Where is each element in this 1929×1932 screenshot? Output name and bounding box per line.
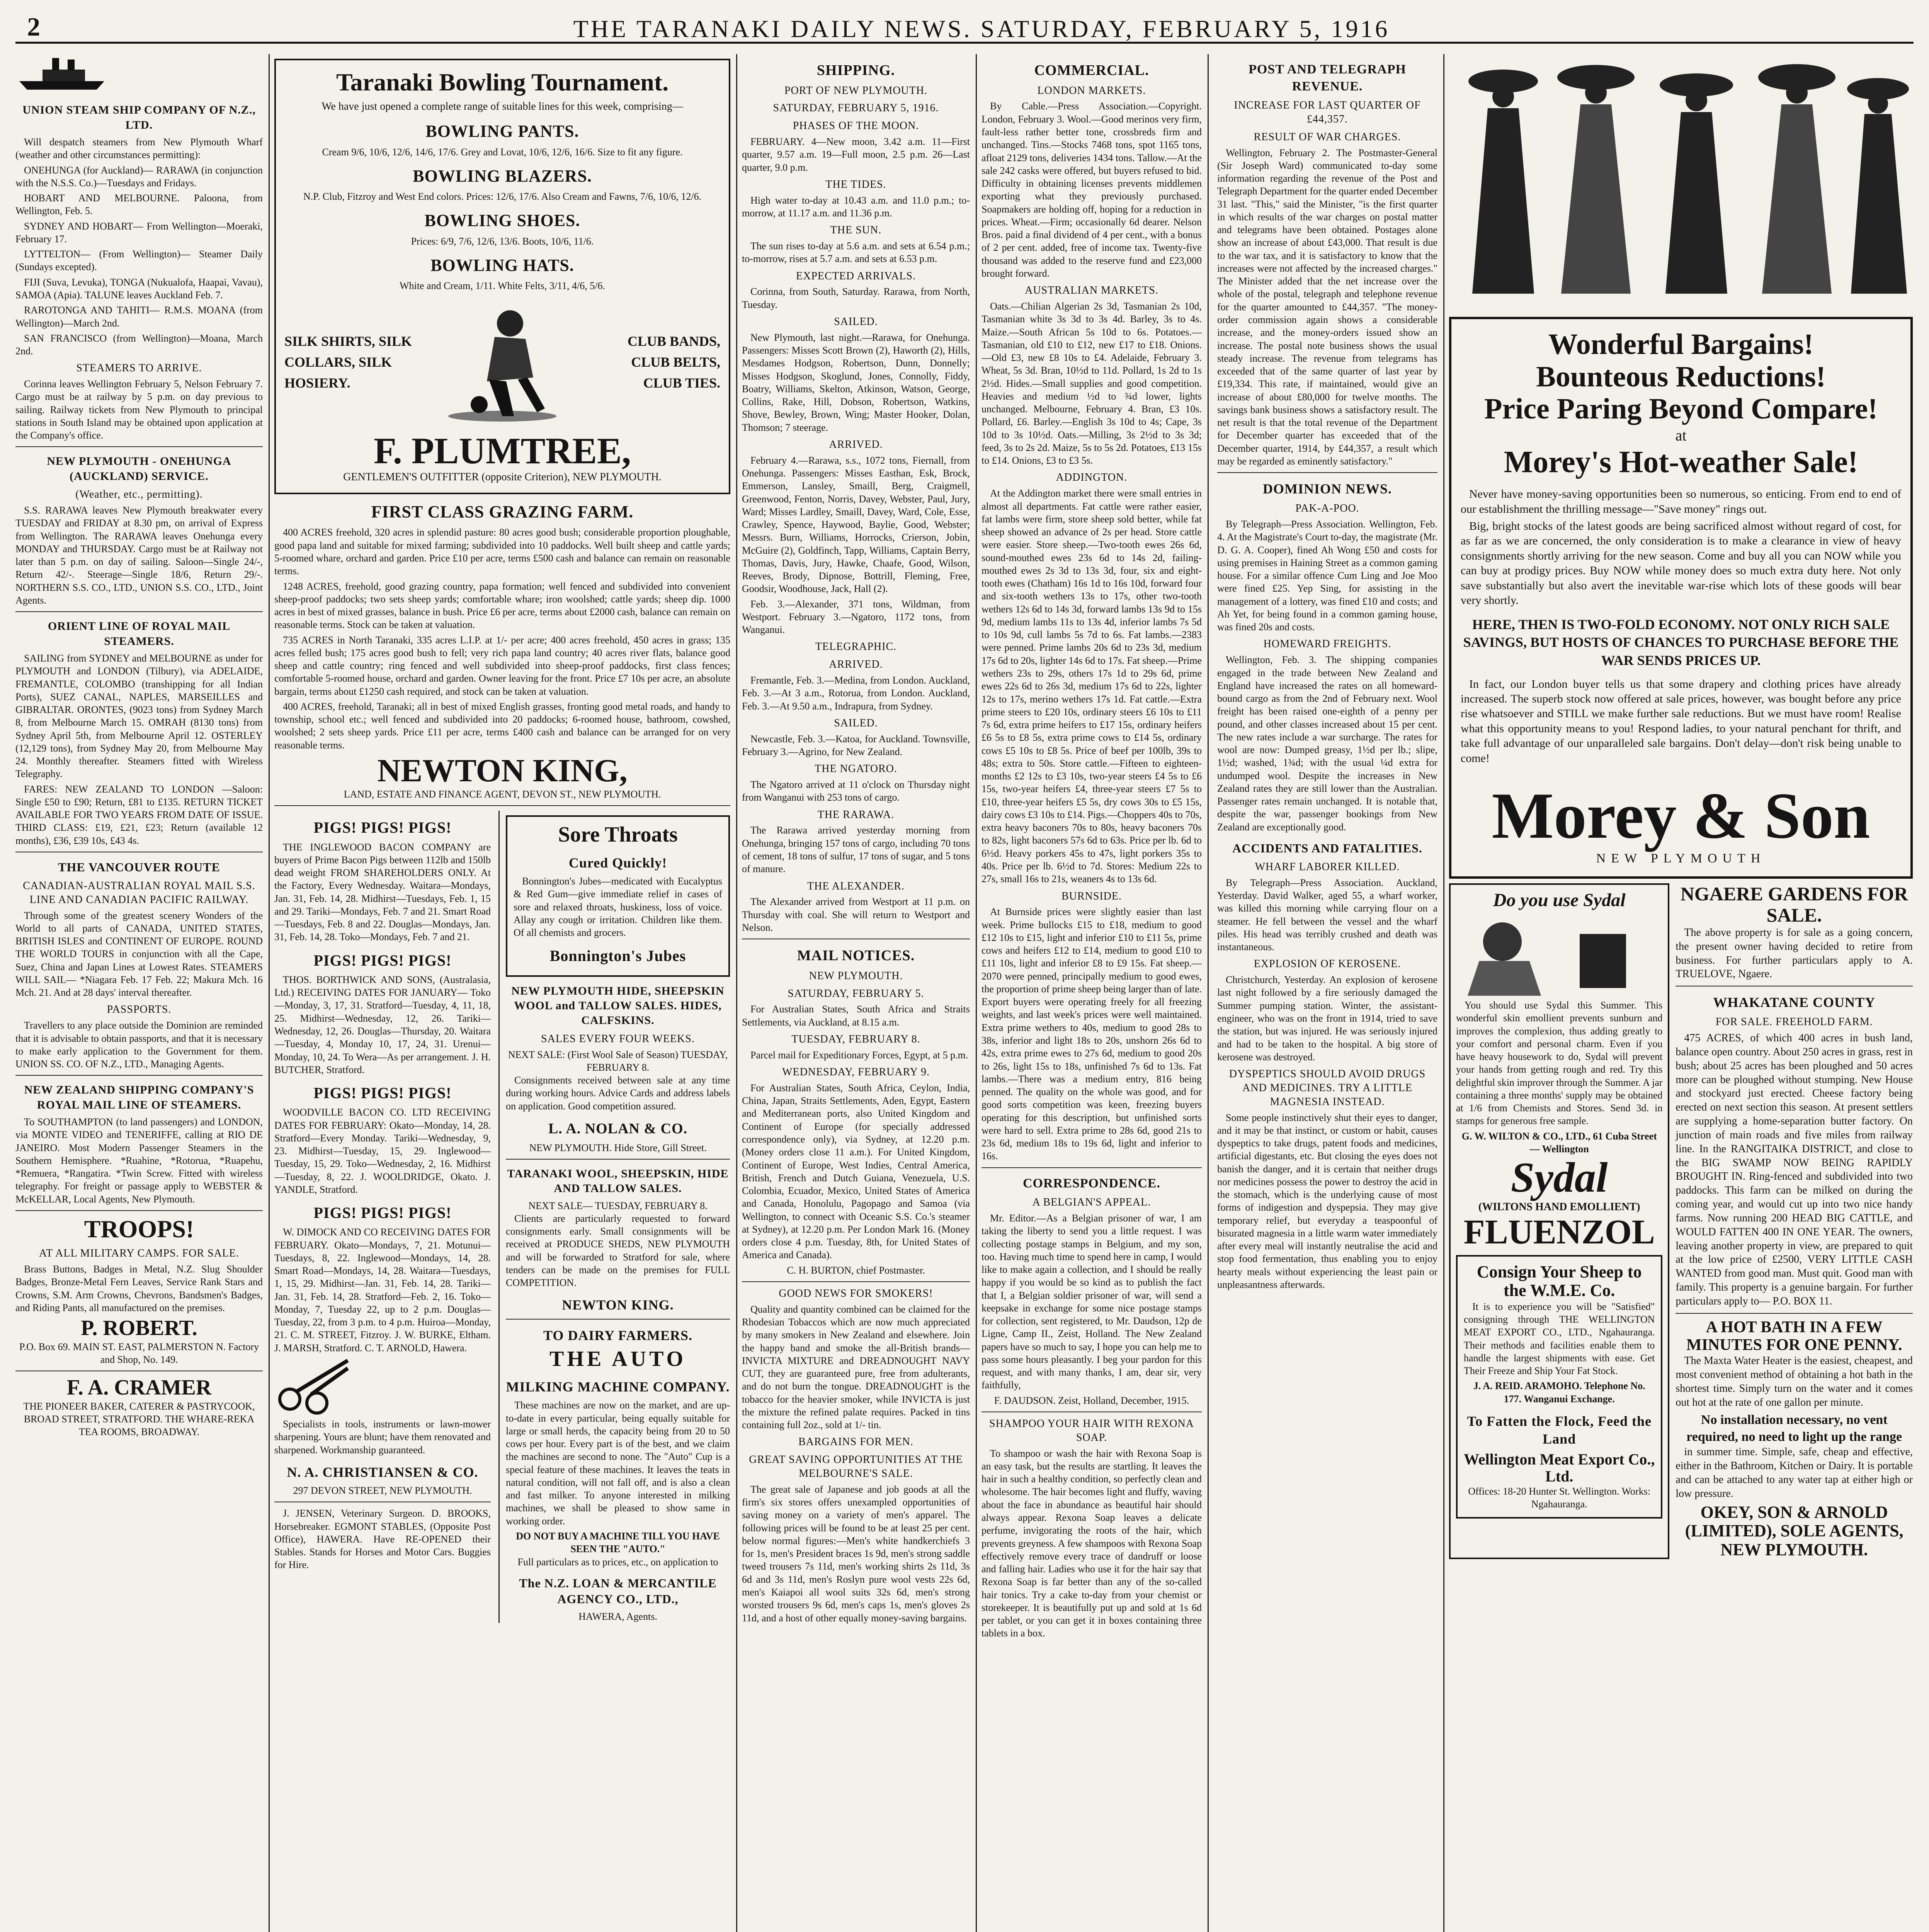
masthead — [15, 8, 1914, 44]
alexander-text: The Alexander arrived from Westport at 11 p.m. on Thursday with coal. She will return to Westport and Nelson. — [742, 896, 970, 933]
scissors-icon — [274, 1357, 352, 1415]
expected-text: Corinna, from South, Saturday. Rarawa, from North, Tuesday. — [742, 286, 970, 310]
sailed-heading: SAILED. — [834, 315, 878, 328]
column-rule — [1443, 54, 1444, 1932]
sydal-logo: Sydal — [1511, 1154, 1608, 1201]
sailed-text: New Plymouth, last night.—Rarawa, for Onehunga. Passengers: Misses Scott Brown (2), Haworth (2), Hills, Mesdames Hodgson, Robertson, Dunn, Donnelly; Misses Hodgson, Skoglund, Jones, Connolly, Fiddy, Boatry, Williams, Skelton, Atkinson, Watson, George, Collins, Rake, Hill, Dobson, Robertson, Watkins, Shove, Bewley, Brown, Wing; Master Hooker, Dolan, Thomson; 7 steerage. — [742, 332, 970, 433]
farm-400b-acres: 400 ACRES, freehold, Taranaki; all in best of mixed English grasses, fronting good metal roads, and handy to township, school etc.; well fenced and subdivided into 20 paddocks; 6-roomed house, bathroom, cowshed, woolshed; 2 sets sheep yards. Price £11 per acre, terms £400 cash and balance can be arranged for on very reasonable terms. — [274, 701, 730, 751]
belgian-heading: A BELGIAN'S APPEAL. — [1032, 1196, 1151, 1209]
hats-heading: BOWLING HATS. — [430, 255, 574, 275]
bounteous-heading: Bounteous Reductions! — [1536, 360, 1826, 393]
pakapoo-heading: PAK-A-POO. — [1295, 502, 1359, 515]
orient-fares: FARES: NEW ZEALAND TO LONDON —Saloon: Single £50 to £90; Return, £81 to £135. RETURN TICKET AVAILABLE FOR TWO YEARS FROM DATE OF ISSUE. THIRD CLASS: £19, £21, £23; Return (available 12 months), £36, £39 10s, £43 4s. — [15, 783, 263, 846]
morey-intro: Never have money-saving opportunities been so numerous, so enticing. From end to end of our establishment the thrilling message—"Save money" rings out. — [1461, 488, 1901, 515]
belgian-signature: F. DAUDSON. Zeist, Holland, December, 1915. — [994, 1395, 1189, 1406]
nzloan-sub: HAWERA, Agents. — [578, 1611, 657, 1622]
post-sub: INCREASE FOR LAST QUARTER OF £44,357. — [1234, 99, 1421, 125]
hobart-service: HOBART AND MELBOURNE. Paloona, from Wellington, Feb. 5. — [15, 192, 263, 217]
telegraphic-arrived: ARRIVED. — [829, 658, 883, 671]
column-bowling-farms — [274, 54, 730, 1932]
correspondence-heading: CORRESPONDENCE. — [1023, 1176, 1160, 1190]
post-text: Wellington, February 2. The Postmaster-General (Sir Joseph Ward) communicated to-day some information regarding the revenue of the Post and Telegraph Department for the quarter ended December 31 last. "This," said the Minister, "is the first quarter in which results of the war charges on postal matter and telegrams have been obtained. Postages alone show an increase of about £43,000. That result is due to the war tax, and it is satisfactory to know that the increases were not affected by the increased charges." The Minister added that the net increase over the whole of the postal, telegraph and telephone revenue for the quarter amounted to £44,357. "The money-order commission again shows a considerable increase, and the money-orders issued show an increase. The postal note business shows the usual steady increase. The revenue from telegrams has exceeded that of the same quarter of last year by £19,334. This rate, if maintained, would give an increase of about £80,000 for twelve months. The savings bank business shows a satisfactory result. The net result is that the total revenue of the Department for December quarter has exceeded that of the December quarter, 1914, by £44,357, a result which may be regarded as eminently satisfactory." — [1217, 147, 1437, 467]
column-rule — [1208, 54, 1209, 1932]
fiji-service: FIJI (Suva, Levuka), TONGA (Nukualofa, Haapai, Vavau), SAMOA (Apia). TALUNE leaves Auckland Feb. 7. — [15, 276, 263, 301]
sydal-text: You should use Sydal this Summer. This wonderful skin emollient prevents sunburn and improves the complexion, thus adding greatly to your comfort and personal charm. Even if you have heavy housework to do, Sydal will prevent your hands from getting rough and red. Try this delightful skin improver through the Summer. A jar containing a three months' supply may be obtained at 1/6 from Chemists and Stores. Send 3d. in stamps for generous free sample. — [1456, 1000, 1663, 1127]
reid-agent: J. A. REID. ARAMOHO. Telephone No. 177. Wanganui Exchange. — [1473, 1380, 1645, 1405]
morey-text: Big, bright stocks of the latest goods are being sacrificed almost without regard of cost, for as far as we are concerned, the only consideration is to make a clearance in view of heavy consignments shortly arriving for the new season. Come and buy all you can NOW while you can buy at prodigy prices. Buy NOW while money does so much extra duty here. Not only save substantially but also avert the inevitable war-rise which lots of these goods will bear very shortly. — [1461, 520, 1901, 607]
pigs-heading: PIGS! PIGS! PIGS! — [313, 1084, 452, 1102]
okey-agents: OKEY, SON & ARNOLD (LIMITED), SOLE AGENTS, NEW PLYMOUTH. — [1685, 1502, 1903, 1559]
nolan-name: L. A. NOLAN & CO. — [548, 1120, 688, 1137]
inglewood-bacon: THE INGLEWOOD BACON COMPANY are buyers of Prime Bacon Pigs between 112lb and 150lb dead weight FROM SHAREHOLDERS ONLY. At the Factory, Every Wednesday. Waitara—Mondays, Jan. 31, Feb. 14, 28. Midhirst—Tuesdays, Feb. 1, 15 and 29. Tariki—Mondays, Feb. 7 and 21. Smart Road—Tuesdays, Feb. 8 and 22. Douglas—Mondays, Jan. 31, Feb. 14, 28. Toko—Mondays, Feb. 7 and 21. — [274, 841, 491, 943]
lyttelton-service: LYTTELTON— (From Wellington)— Steamer Daily (Sundays excepted). — [15, 248, 263, 273]
arrive-text: Corinna leaves Wellington February 5, Nelson February 7. Cargo must be at railway by 5 p.m. on day previous to sailing. Railway tickets from New Plymouth to principal stations in South Island may be obtained upon application at the Company's office. — [15, 378, 263, 441]
telegraphic-text: Fremantle, Feb. 3.—Medina, from London. Auckland, Feb. 3.—At 3 a.m., Rotorua, from London. Auckland, Feb. 3.—At 9.50 a.m., Indrapura, from Sydney. — [742, 675, 970, 712]
np-onehunga-sub: (Weather, etc., permitting). — [75, 488, 203, 501]
sydal-tag: (WILTONS HAND EMOLLIENT) — [1478, 1201, 1640, 1213]
london-text: By Cable.—Press Association.—Copyright. London, February 3. Wool.—Good merinos very firm, fault-less rather better tone, crossbreds firm and unchanged. Tins.—Stocks 7468 tons, spot 1165 tons, afloat 2129 tons, deliveries 1434 tons. Tallow.—At the sale 242 casks were offered, but buyers refused to bid. Difficulty in obtaining licenses prevents middlemen exporting what they previously purchased. Soapmakers are holding off, hoping for a reduction in prices. Wheat.—Firm; occasionally 6d dearer. Nelson Bros. paid a final dividend of 4 per cent., with a bonus of 2 per cent. added, free of income tax. Twenty-five thousand was added to the reserve fund and £23,000 brought forward. — [982, 100, 1202, 279]
shipping-heading: SHIPPING. — [817, 62, 895, 78]
london-heading: LONDON MARKETS. — [1037, 84, 1146, 97]
homeward-heading: HOMEWARD FREIGHTS. — [1263, 638, 1391, 650]
farm-400-acres: 400 ACRES freehold, 320 acres in splendid pasture: 80 acres good bush; considerable proportion ploughable, good papa land and suitable for mixed farming; subdivided into 10 paddocks. Well built sheep and cattle yards; 5-roomed whare, orchard and garden. Price £10 per acre, terms £500 cash and balance can remain on reasonable terms. — [274, 527, 730, 577]
bowling-title: Taranaki Bowling Tournament. — [336, 68, 669, 96]
pants-prices: Cream 9/6, 10/6, 12/6, 14/6, 17/6. Grey and Lovat, 10/6, 12/6, 16/6. Size to fit any figure. — [322, 146, 683, 158]
pants-heading: BOWLING PANTS. — [425, 122, 579, 141]
hide-text: Consignments received between sale at any time during working hours. Advice Cards and address labels on application. Good competition assured. — [506, 1075, 730, 1112]
shoes-heading: BOWLING SHOES. — [424, 211, 580, 230]
vancouver-title: THE VANCOUVER ROUTE — [58, 860, 220, 874]
column-post-telegraph — [1217, 54, 1437, 1932]
newspaper-title: THE TARANAKI DAILY NEWS. SATURDAY, FEBRUARY 5, 1916 — [573, 15, 1390, 43]
ngatoro-text: The Ngatoro arrived at 11 o'clock on Thursday night from Wanganui with 253 tons of cargo. — [742, 779, 970, 803]
column-rule — [736, 54, 737, 1932]
telegraphic-sailed-text: Newcastle, Feb. 3.—Katoa, for Auckland. Townsville, February 3.—Agrino, for New Zealand. — [742, 733, 970, 758]
newton-king-sub: LAND, ESTATE AND FINANCE AGENT, DEVON ST., NEW PLYMOUTH. — [344, 789, 661, 800]
column-rule — [976, 54, 977, 1932]
np-onehunga-text: S.S. RARAWA leaves New Plymouth breakwater every TUESDAY and FRIDAY at 8.30 pm, on arrival of Express from Wellington. The RARAWA leaves Onehunga every MONDAY and THURSDAY. Cargo must be at Railway not later than 5 p.m. on day of sailing. Saloon—Single 24/-, Return 42/-. Steerage—Single 18/6, Return 29/-. NORTHERN S.S. CO., LTD., UNION S.S. CO., LTD., Joint Agents. — [15, 505, 263, 606]
pakapoo-text: By Telegraph—Press Association. Wellington, Feb. 4. At the Magistrate's Court to-day, the magistrate (Mr. D. G. A. Cooper), fined Ah Wong £50 and costs for using premises in Haining Street as a common gaming house. For a similar offence Cum Ling and Joe Moo were fined £25. Yep Sing, for assisting in the management of a lottery, was fined £10 and costs; and Ah Yet, for being found in a common gaming house, was fined 20s and costs. — [1217, 519, 1437, 633]
probert-address: P.O. Box 69. MAIN ST. EAST, PALMERSTON N. Factory and Shop, No. 149. — [19, 1341, 259, 1366]
orient-text: SAILING from SYDNEY and MELBOURNE as under for PLYMOUTH and LONDON (Tilbury), via ADELAIDE, FREMANTLE, COLOMBO (transhipping for all Indian Ports), SUEZ CANAL, NAPLES, MARSEILLES and GIBRALTAR. ORONTES, (9023 tons) from Sydney March 8, from Melbourne March 15. OMRAH (8130 tons) from Sydney April 5th, from Melbourne April 12. OSTERLEY (12,129 tons), from Sydney May 20, from Melbourne May 24. Monthly thereafter. Steamers fitted with Wireless Telegraphy. — [15, 652, 263, 780]
blazers-prices: N.P. Club, Fitzroy and West End colors. Prices: 12/6, 17/6. Also Cream and Fawns, 7/6, 10/6, 12/6. — [303, 191, 702, 202]
club-list: CLUB BANDS, CLUB BELTS, CLUB TIES. — [627, 333, 720, 391]
morey-text2: In fact, our London buyer tells us that some drapery and clothing prices have already increased. The superb stock now offered at sale prices, however, was bought before any price rise whatsoever and STILL we make further sale reductions. But we must have room! Realise what this opportunity means to you! Respond ladies, to your natural penchant for thrift, and take full advantage of our unparalleled sale bargains. Don't delay—don't risk being unable to come! — [1461, 677, 1901, 765]
troops-text: Brass Buttons, Badges in Metal, N.Z. Slug Shoulder Badges, Bronze-Metal Fern Leaves, Service Rank Stars and Crowns, S.M. Arm Crowns, Chevrons, Bandsmen's Badges, and Riding Pants, all manufactured on the premises. — [15, 1264, 263, 1313]
mail-saturday-text: For Australian States, South Africa and Straits Settlements, via Auckland, at 8.15 a.m. — [742, 1003, 970, 1028]
blazers-heading: BOWLING BLAZERS. — [413, 166, 592, 185]
hide-sub: SALES EVERY FOUR WEEKS. — [541, 1032, 695, 1045]
rarawa-heading: THE RARAWA. — [817, 808, 895, 821]
bowling-intro: We have just opened a complete range of suitable lines for this week, comprising— — [322, 100, 683, 113]
smokers-text: Quality and quantity combined can be claimed for the Rhodesian Tobaccos which are now much appreciated by many smokers in New Zealand and elsewhere. Join the happy band and smoke the all-British brands—INVICTA MIXTURE and DREADNOUGHT NAVY CUT, they are guaranteed pure, free from adulterants, and do not burn the tongue. DREADNOUGHT is the tobacco for the heavier smoker, while INVICTA is just the mixture the refined palate requires. Packed in tins containing full 2oz., sold at 1/- tin. — [742, 1303, 970, 1431]
mail-saturday: SATURDAY, FEBRUARY 5. — [788, 987, 924, 1000]
union-title: UNION STEAM SHIP COMPANY OF N.Z., LTD. — [22, 104, 256, 131]
moon-text: FEBRUARY. 4—New moon, 3.42 a.m. 11—First quarter, 9.57 a.m. 19—Full moon, 2.5 p.m. 26—Last quarter, 9.0 p.m. — [742, 136, 970, 173]
accidents-heading: ACCIDENTS AND FATALITIES. — [1232, 841, 1422, 855]
taranaki-wool-title: TARANAKI WOOL, SHEEPSKIN, HIDE AND TALLOW SALES. — [507, 1167, 729, 1195]
bath-bold: No installation necessary, no vent required, no need to light up the range — [1686, 1413, 1902, 1444]
np-onehunga-title: NEW PLYMOUTH - ONEHUNGA (AUCKLAND) SERVICE. — [47, 455, 231, 483]
wme-address: Offices: 18-20 Hunter St. Wellington. Works: Ngahauranga. — [1468, 1486, 1651, 1510]
column-morey-ads — [1449, 54, 1913, 1932]
christiansen-name: N. A. CHRISTIANSEN & CO. — [287, 1464, 478, 1480]
sydney-service: SYDNEY AND HOBART— From Wellington—Moeraki, February 17. — [15, 220, 263, 245]
whakatane-heading: WHAKATANE COUNTY — [1713, 995, 1876, 1010]
ngaere-column — [1676, 883, 1913, 1559]
dyspeptics-text: Some people instinctively shut their eyes to danger, and it may be that instinct, or custom or habit, causes dyspeptics to take drugs, patent foods and medicines, artificial digestants, etc. But closing the eyes does not banish the danger, and it is certain that neither drugs nor medicines possess the power to destroy the acid in the stomach, which is the underlying cause of most forms of indigestion and dyspepsia. They may give temporary relief, but everyday a teaspoonful of bisurated magnesia in a little warm water immediately after every meal will instantly neutralise the acid and stop food fermentation, thus enabling you to enjoy hearty meals without experiencing the least pain or unpleasantness afterwards. — [1217, 1112, 1437, 1290]
fluenzol-logo: FLUENZOL — [1463, 1213, 1655, 1251]
wharf-heading: WHARF LABORER KILLED. — [1255, 861, 1400, 873]
column-shipping-ads — [15, 54, 263, 1932]
throats-text: Bonnington's Jubes—medicated with Eucalyptus & Red Gum—give immediate relief in cases of sore and relaxed throats, huskiness, loss of voice. Allay any cough or irritation. Children like them. Of all chemists and grocers. — [514, 876, 722, 939]
feb3-text: Feb. 3.—Alexander, 371 tons, Wildman, from Westport. February 3.—Ngatoro, 1172 tons, from Wanganui. — [742, 598, 970, 636]
auto-title: THE AUTO — [549, 1347, 686, 1371]
fashion-ladies-illustration-icon — [1449, 54, 1913, 309]
grazing-title: FIRST CLASS GRAZING FARM. — [371, 502, 634, 522]
rarawa-text: The Rarawa arrived yesterday morning from Onehunga, bringing 157 tons of cargo, including 70 tons of cement, 18 tons of sulfur, 17 tons of sugar, and 5 tons of manure. — [742, 825, 970, 875]
auto-caps: DO NOT BUY A MACHINE TILL YOU HAVE SEEN THE "AUTO." — [516, 1530, 720, 1555]
ngaere-text: The above property is for sale as a going concern, the present owner having decided to retire from business. For further particulars apply to A. TRUELOVE, Ngaere. — [1676, 926, 1913, 980]
wonderful-heading: Wonderful Bargains! — [1548, 328, 1814, 361]
consign-heading: Consign Your Sheep to the W.M.E. Co. — [1477, 1262, 1642, 1300]
steamship-icon — [15, 54, 108, 93]
morey-location: NEW PLYMOUTH — [1596, 851, 1766, 866]
vancouver-text: Through some of the greatest scenery Wonders of the World to all parts of CANADA, UNITED STATES, BRITISH ISLES and CONTINENT OF EUROPE. ROUND THE WORLD TOURS in conjunction with all the Cape, Suez, China and Japan Lines at Lowest Rates. STEAMERS WILL SAIL— *Niagara Feb. 17 Feb. 22; Makura Mch. 16 Mch. 21. And at 28 days' interval thereafter. — [15, 910, 263, 998]
throats-title: Sore Throats — [558, 823, 678, 847]
kerosene-text: Christchurch, Yesterday. An explosion of kerosene last night followed by a fire seriously damaged the Summer pumping station. Winter, the assistant-engineer, who was on the front in 1914, tried to save the station, but was injured. He was seriously injured and had to be taken to the hospital. A big store of kerosene was destroyed. — [1217, 974, 1437, 1063]
smokers-heading: GOOD NEWS FOR SMOKERS! — [779, 1287, 933, 1299]
burnside-heading: BURNSIDE. — [1061, 890, 1122, 902]
bath-text: The Maxta Water Heater is the easiest, cheapest, and most convenient method of obtaining a hot bath in the shortest time. Simply turn on the water and it comes out hot at the rate of one gallon per minute. — [1676, 1355, 1913, 1408]
borthwick: THOS. BORTHWICK AND SONS, (Australasia, Ltd.) RECEIVING DATES FOR JANUARY— Toko—Monday, 3, 17, 31. Stratford—Tuesday, 4, 11, 18, 25. Midhirst—Wednesday, 12, 26. Tariki—Wednesday, 12, 26. Douglas—Thursday, 20. Waitara—Tuesday, 4, Monday 10, 17, 24, 31. Urenui—Monday, 10, 24. To Wera—As per arrangement. J. H. BUTCHER, Stratford. — [274, 974, 491, 1075]
post-heading: POST AND TELEGRAPH REVENUE. — [1249, 62, 1406, 94]
pigs-column — [274, 811, 491, 1623]
union-intro: Will despatch steamers from New Plymouth Wharf (weather and other circumstances permitting): — [15, 136, 263, 161]
nzship-text: To SOUTHAMPTON (to land passengers) and LONDON, via MONTE VIDEO and TENERIFFE, calling at RIO DE JANEIRO. Most Modern Passenger Steamers in the Southern Hemisphere. *Ruahine, *Rotorua, *Ruapehu, *Remuera, *Rangatira. *Twin Screw. Fitted with wireless telegraphy. For freight or passage apply to WEBSTER & McKELLAR, Local Agents, New Plymouth. — [15, 1116, 263, 1205]
column-rule — [269, 54, 270, 1932]
sydal-lady-illustration-icon — [1456, 911, 1649, 996]
shampoo-text: To shampoo or wash the hair with Rexona Soap is an easy task, but the results are startling. It leaves the hair in such a healthy condition, so perfectly clean and wholesome. The hair becomes light and fluffy, waving about the face in abundance as beautiful hair should always appear. Rexona Soap leaves a delicate perfume, invigorating the roots of the hair, which prevents greyness. A few shampoos with Rexona Soap effectively remove every trace of dandruff or loose and falling hair. Ladies who use it for the hair say that Rexona Soap is far better than any of the so-called hair tonics. Try a cake to-day from your chemist or storekeeper. It is beautifully put up and sold at 1s 6d per tablet, or you can get it in boxes containing three tablets in a box. — [982, 1447, 1202, 1639]
sun-text: The sun rises to-day at 5.6 a.m. and sets at 6.54 p.m.; to-morrow, rises at 5.7 a.m. and sets at 6.53 p.m. — [742, 240, 970, 265]
men-sub: GREAT SAVING OPPORTUNITIES AT THE MELBOURNE'S SALE. — [749, 1454, 963, 1480]
arrive-heading: STEAMERS TO ARRIVE. — [76, 362, 202, 374]
tides-text: High water to-day at 10.43 a.m. and 11.0 p.m.; to-morrow, at 11.17 a.m. and 11.36 p.m. — [742, 194, 970, 219]
dyspeptics-heading: DYSPEPTICS SHOULD AVOID DRUGS AND MEDICINES. TRY A LITTLE MAGNESIA INSTEAD. — [1229, 1068, 1426, 1108]
vancouver-sub: CANADIAN-AUSTRALIAN ROYAL MAIL S.S. LINE AND CANADIAN PACIFIC RAILWAY. — [23, 879, 255, 906]
ngaere-heading: NGAERE GARDENS FOR SALE. — [1680, 883, 1908, 926]
wharf-text: By Telegraph—Press Association. Auckland, Yesterday. David Walker, aged 55, a wharf worker, was killed this morning while carrying flour on a steamer. He fell between the vessel and the wharf piles. His head was terribly crushed and death was instantaneous. — [1217, 877, 1437, 953]
whakatane-text: 475 ACRES, of which 400 acres in bush land, balance open country. About 250 acres in grass, rest in bush; about 25 acres has been ploughed and 50 acres more can be ploughed without stumping. New House and stockyard just erected. Cheese factory being erected on next section this season. At present settlers are supplying a home-separation butter factory. On junction of main roads and five miles from railway line. In the RANGITAIKA DISTRICT, and close to the BIG SWAMP NOW BEING RAPIDLY BROUGHT IN. Ring-fenced and subdivided into two paddocks. This farm can be milked on during the coming year, and would cut up into two nice handy farms. Now running 200 HEAD BIG CATTLE, and WOULD FATTEN 400 IN ONE YEAR. The owners, leaving another property in view, are prepared to quit at the low price of £2500, VERY LITTLE CASH WANTED from good man. Must quit. Good man with family. This property is a genuine bargain. For further particulars apply to— P.O. BOX 11. — [1676, 1032, 1913, 1307]
mail-tuesday-text: Parcel mail for Expeditionary Forces, Egypt, at 5 p.m. — [750, 1049, 968, 1061]
shipping-date: SATURDAY, FEBRUARY 5, 1916. — [773, 102, 939, 114]
alexander-heading: THE ALEXANDER. — [807, 880, 905, 892]
throats-brand: Bonnington's Jubes — [549, 947, 686, 965]
sydal-heading: Do you use Sydal — [1493, 889, 1626, 910]
nzloan-name: The N.Z. LOAN & MERCANTILE AGENCY CO., LTD., — [519, 1576, 717, 1606]
whakatane-sub: FOR SALE. FREEHOLD FARM. — [1715, 1016, 1873, 1028]
telegraphic-heading: TELEGRAPHIC. — [815, 641, 897, 653]
dairy-heading: TO DAIRY FARMERS. — [543, 1327, 693, 1343]
arrived-text: February 4.—Rarawa, s.s., 1072 tons, Fiernall, from Onehunga. Passengers: Misses Easthan, Esk, Brock, Emmerson, Lansley, Smaill, Berg, Craigmell, Greenwood, Fenton, Norris, Davey, Webster, Paul, Jury, Ward; Misses Lardley, Smaill, Davey, Ward, Cole, Esse, Crawley, Spence, Haywood, Baylie, Good, Webster; Messrs. Burn, Williams, Horrocks, Crierson, Jobin, McGuire (2), Goldfinch, Tapp, Williams, Captain Berry, Thomas, Davis, Jury, Hawke, Chaafe, Good, Wilson, Reeves, Brody, Dipnose, Bottrill, Fleming, Free, Goodsir, Woodhouse, Jack, Hall (2). — [742, 454, 970, 595]
newton-king-name: NEWTON KING, — [377, 752, 628, 789]
addington-heading: ADDINGTON. — [1056, 471, 1128, 484]
shoes-prices: Prices: 6/9, 7/6, 12/6, 13/6. Boots, 10/6, 11/6. — [411, 235, 594, 247]
war-heading: RESULT OF WAR CHARGES. — [1254, 131, 1401, 143]
onehunga-service: ONEHUNGA (for Auckland)— RARAWA (in conjunction with the N.S.S. Co.)—Tuesdays and Fridays. — [15, 164, 263, 189]
dominion-heading: DOMINION NEWS. — [1262, 481, 1392, 497]
hats-prices: White and Cream, 1/11. White Felts, 3/11, 4/6, 5/6. — [400, 280, 605, 292]
men-heading: BARGAINS FOR MEN. — [798, 1436, 913, 1448]
page-number: 2 — [27, 12, 40, 41]
addington-text: At the Addington market there were small entries in almost all departments. Fat cattle were rather easier, fat lambs were firm, store sheep sold better, while fat sheep showed an advance of 2s per head. Store cattle were easier. Store sheep.—Two-tooth ewes 26s 6d, sound-mouthed ewes 23s 6d to 14s 2d, failing-mouthed ewes 2s 3d to 13s 3d, four, six and eight-tooth ewes (Chatham) 16s 1d to 16s 10d, forward four and six-tooth wethers 13s to 17s, other two-tooth wethers 12s 6d to 14s 3d, forward lambs 13s 9d to 15s 9d, medium lambs 11s to 13s 4d, inferior lambs 7s 5d to 10s 9d, cull lambs 5s 7d to 6s. Fat lambs.—2383 were penned. Prime lambs 20s 6d to 23s 3d, medium 17s 6d to 20s, lighter 14s 6d to 17s. Fat sheep.—Prime wethers 23s to 29s, others 17s 1d to 29s 6d, prime ewes 22s 6d to 26s 3d, medium 17s 6d to 22s, lighter 12s to 17s, merino wethers 17s 1d. Fat cattle.—Extra prime steers to £20 10s, ordinary steers £6 10s to £11 7s 6d, extra prime heifers to £17 15s, ordinary heifers £6 5s to £8 5s, extra prime cows to £14 5s, ordinary cows £5 10s to £8 5s. Price of beef per 100lb, 39s to 48s; extra to 50s. Store cattle.—Fifteen to eighteen-months £2 12s to £3 10s, two-year steers £4 5s to £6 15s, two-year heifers £4, three-year steers £7 5s to £10, three-year heifers £5 5s, dry cows 30s to £5 15s, dairy cows £3 10s to £14. Pigs.—Choppers 40s to 70s, extra heavy baconers 70s to 80s, heavy baconers 70s to 82s, light baconers 57s 6d to 63s. Price per lb. 6d to 6½d. Heavy porkers 45s to 47s, light porkers 35s to 40s. Price per lb. 6½d to 7d. Stores: Medium 22s to 27s, small 16s to 21s, weaners 4s to 13s 6d. — [982, 488, 1202, 885]
nolan-sub: NEW PLYMOUTH. Hide Store, Gill Street. — [529, 1142, 707, 1153]
hide-next: NEXT SALE: (First Wool Sale of Season) TUESDAY, FEBRUARY 8. — [508, 1049, 728, 1073]
mail-tuesday: TUESDAY, FEBRUARY 8. — [791, 1033, 920, 1045]
morey-advert — [1449, 317, 1913, 879]
expected-heading: EXPECTED ARRIVALS. — [796, 270, 916, 282]
taranaki-wool-text: Clients are particularly requested to forward consignments early. Small consignments will be received at PRODUCE SHEDS, NEW PLYMOUTH and will be forwarded to Stratford for sale, where tenders can be made on the premises for FULL COMPETITION. — [506, 1213, 730, 1289]
mail-wednesday: WEDNESDAY, FEBRUARY 9. — [782, 1066, 930, 1078]
bath-heading: A HOT BATH IN A FEW MINUTES FOR ONE PENNY. — [1686, 1318, 1902, 1354]
pigs-heading: PIGS! PIGS! PIGS! — [313, 819, 452, 837]
pigs-heading: PIGS! PIGS! PIGS! — [313, 1204, 452, 1222]
farm-735-acres: 735 ACRES in North Taranaki, 335 acres L.I.P. at 1/- per acre; 400 acres freehold, 450 acres in grass; 135 acres felled bush; 175 acres good bush to fell; very rich papa land country; 40 acres river flats, balance good sheep and cattle country; ring fenced and well subdivided into sheep-proof paddocks, first class fences; comfortable 5-roomed house, orchard and garden. Owner leaving for the front. Price £7 10s per acre, an absolute bargain, terms about £1250 cash required, and stock can be taken at valuation. — [274, 634, 730, 697]
bowling-advert — [274, 59, 730, 494]
troops-heading: TROOPS! — [84, 1215, 194, 1243]
port-heading: PORT OF NEW PLYMOUTH. — [784, 84, 928, 97]
orient-title: ORIENT LINE OF ROYAL MAIL STEAMERS. — [48, 620, 231, 648]
woodville-bacon: WOODVILLE BACON CO. LTD RECEIVING DATES FOR FEBRUARY: Okato—Monday, 14, 28. Stratford—Every Monday. Tariki—Wednesday, 9, 23. Midhirst—Tuesday, 15, 29. Inglewood—Tuesday, 15, 29. Toko—Wednesday, 2, 16. Midhirst—Tuesday, 8, 22. J. WOOLDRIDGE, Okato. J. YANDLE, Stratford. — [274, 1107, 491, 1195]
rarotonga-service: RAROTONGA AND TAHITI— R.M.S. MOANA (from Wellington)—March 2nd. — [15, 304, 263, 329]
twofold-heading: HERE, THEN IS TWO-FOLD ECONOMY. NOT ONLY RICH SALE SAVINGS, BUT HOSTS OF CHANCES TO PURCHASE BEFORE THE WAR SENDS PRICES UP. — [1463, 617, 1899, 668]
throats-sub: Cured Quickly! — [568, 855, 667, 871]
australian-heading: AUSTRALIAN MARKETS. — [1025, 284, 1158, 297]
wme-name: Wellington Meat Export Co., Ltd. — [1464, 1451, 1655, 1485]
christiansen-text: Specialists in tools, instruments or lawn-mower sharpening. Yours are blunt; have them renovated and sharpened. Workmanship guaranteed. — [274, 1418, 491, 1456]
column-shipping-news — [742, 54, 970, 1932]
moon-heading: PHASES OF THE MOON. — [793, 120, 919, 132]
hide-title: NEW PLYMOUTH HIDE, SHEEPSKIN WOOL and TALLOW SALES. HIDES, CALFSKINS. — [511, 984, 725, 1027]
sydal-advert — [1449, 883, 1669, 1559]
column-commercial — [982, 54, 1202, 1932]
postmaster-signature: C. H. BURTON, chief Postmaster. — [787, 1264, 925, 1276]
tides-heading: THE TIDES. — [825, 178, 886, 190]
arrived-heading: ARRIVED. — [829, 438, 883, 451]
wilton-address: G. W. WILTON & CO., LTD., 61 Cuba Street — Wellington — [1461, 1130, 1657, 1155]
mail-heading: MAIL NOTICES. — [797, 947, 915, 964]
shampoo-heading: SHAMPOO YOUR HAIR WITH REXONA SOAP. — [989, 1417, 1194, 1444]
sun-heading: THE SUN. — [830, 224, 882, 236]
ngatoro-heading: THE NGATORO. — [815, 763, 897, 775]
mail-np: NEW PLYMOUTH. — [809, 969, 903, 982]
belgian-text: Mr. Editor.—As a Belgian prisoner of war, I am taking the liberty to send you a little request. I was collecting postage stamps in Belgium, and my son, too. Having much time to spend here in camp, I would like to make again a collection, and I should be really happy if you would be so kind as to publish the fact that I, a Belgian soldier prisoner of war, will send a keepsake in exchange for some nice postage stamps for collection, sent registered, to Mr. Daudson, 12p de Ligne, Camp II., Zeist, Holland. The New Zealand papers have so much to say, I hope you can help me to pass some hours pleasantly. I beg your pardon for this request, and with many thanks, I am, dear sir, very faithfully, — [982, 1213, 1202, 1391]
morey-son-logo: Morey & Son — [1492, 779, 1870, 852]
auto-text: These machines are now on the market, and are up-to-date in every particular, being equally suitable for large or small herds, the capacity being from 20 to 50 cows per hour. Every part is of the best, and we claim the machines are second to none. The "Auto" Cup is a special feature of these machines. It leaves the teats in natural condition, will not fall off, and is also a clean and fast milker. To anyone interested in milking machines, we shall be pleased to show same in working order. — [506, 1400, 730, 1527]
christiansen-address: 297 DEVON STREET, NEW PLYMOUTH. — [293, 1485, 472, 1497]
australian-text: Oats.—Chilian Algerian 2s 3d, Tasmanian 2s 10d, Tasmanian white 3s 3d to 3s 4d. Barley, 3s to 4s. Maize.—South African 5s 10d to 6s. Potatoes.—Tasmanian, old £10 to £12, new £17 to £18. Onions.—Old £3, new £8 10s to £4. Adelaide, February 3. Wheat, 5s 3d. Bran, 10½d to 11d. Pollard, 1s 2d to 1s 2½d. Hides.—Small supplies and good competition. Heavies and medium ½d to ¾d lower, lights unchanged. Melbourne, February 4. Bran, £3 10s. Pollard, £6. Barley.—English 3s 10d to 4s; Cape, 3s 10d to 3s 10½d. Oats.—Milling, 3s 2½d to 3s 3d; feed, 3s to 2s 2d. Maize, 5s to 5s 2d. Potatoes, £13 15s to £14. Onions, £3 to £3 5s. — [982, 301, 1202, 466]
newton-king-signature: NEWTON KING. — [562, 1297, 674, 1313]
passports-heading: PASSPORTS. — [107, 1003, 172, 1016]
at-text: at — [1675, 427, 1687, 444]
milking-title: MILKING MACHINE COMPANY. — [506, 1379, 730, 1395]
mail-wednesday-text: For Australian States, South Africa, Ceylon, India, China, Japan, Straits Settlements, Aden, Egypt, Eastern and Mediterranean ports, also United Kingdom and Continent of Europe (for specially addressed correspondence only), via Sydney, at 12.20 p.m. (Money orders close 11 a.m.). For United Kingdom, Continent of Europe, West Indies, Central America, British, French and Dutch Guiana, Venezuela, U.S. Colombia, Ecuador, Mexico, United States of America and Canada, Honolulu, Pagopago and Samoa (via Wellington, to connect with Oceanic S.S. Co.'s steamer at Sydney), at 12.20 p.m. Per London Mark 16. (Money orders close 4 p.m. Tuesday, 8th, for United States of America and Canada). — [742, 1082, 970, 1261]
passports-text: Travellers to any place outside the Dominion are reminded that it is advisable to obtain passports, and that it is necessary to make early application to the Government for them. UNION SS. CO. OF N.Z., LTD., Managing Agents. — [15, 1020, 263, 1070]
cramer-text: THE PIONEER BAKER, CATERER & PASTRYCOOK, BROAD STREET, STRATFORD. THE WHARE-REKA TEA ROOMS, BROADWAY. — [23, 1400, 255, 1438]
telegraphic-sailed: SAILED. — [834, 717, 878, 729]
plumtree-address: GENTLEMEN'S OUTFITTER (opposite Criterion), NEW PLYMOUTH. — [343, 471, 662, 483]
nzship-title: NEW ZEALAND SHIPPING COMPANY'S ROYAL MAIL LINE OF STEAMERS. — [24, 1083, 254, 1111]
bath-text2: in summer time. Simple, safe, cheap and effective, either in the Bathroom, Kitchen or Dairy. It is portable and can be attached to any water tap at either high or low pressure. — [1676, 1446, 1913, 1500]
burnside-text: At Burnside prices were slightly easier than last week. Prime bullocks £15 to £18, medium to good £12 10s to £15, light and inferior £10 to £11 5s, prime cows and heifers £12 to £14, medium to good £10 to £11 10s, light and inferior £8 to £9 15s. Fat sheep.—2070 were penned, principally medium to good ewes, the proportion of prime sheep being larger than of late. Export buyers were operating freely for all freezing weights, and last week's prices were well maintained. Extra prime wethers to 40s, medium to good 28s to 38s, inferior and light 18s to 20s, unshorn 26s 6d to 42s, extra prime ewes to 27s 6d, medium to good 20s to 26s, light 15s to 18s, unfinished 7s 6d to 13s. Fat lambs.—There was a medium entry, 816 being penned. The quality on the whole was good, and for good sorts competition was keen, freezing buyers operating for this description, but unfinished sorts were hard to sell. Extra prime to 28s 6d, good 21s to 23s 6d, medium 18s to 19s 6d, light and inferior to 16s. — [982, 906, 1202, 1162]
men-text: The great sale of Japanese and job goods at all the firm's six stores offers unexampled opportunities of saving money on a variety of men's apparel. The following prices will be found to be at least 25 per cent. below normal figures:—Men's white handkerchiefs 3 for 1s, men's President braces 1s 9d, men's strong saddle tweed trousers 7s 11d, men's working shirts 2s 11d, 3s 6d and 3s 11d, men's Roslyn pure wool vests 22s 6d, men's Kaiapoi all wool suits 32s 6d, men's strong worsted trousers 9s 6d, men's caps 1s, men's gloves 2s 11d, and a host of other equally money-saving bargains. — [742, 1483, 970, 1624]
probert-name: P. ROBERT. — [81, 1316, 197, 1340]
cramer-name: F. A. CRAMER — [66, 1376, 212, 1400]
dimock: W. DIMOCK AND CO RECEIVING DATES FOR FEBRUARY. Okato—Mondays, 7, 21. Motunui—Tuesdays, 8, 22. Inglewood—Mondays, 14, 28. Smart Road—Mondays, 14, 28. Waitara—Tuesdays, 1, 15, 29. Midhirst—Jan. 31, Feb. 14, 28. Tariki—Jan. 31, Feb. 14, 28. Stratford—Feb. 2, 16. Toko—Monday, 7, Tuesday 22, up to 2 p.m. Douglas—Tuesday, 22, from 3 p.m. to 4 p.m. Huiroa—Monday, 21. C. M. STREET, Fitzroy. J. W. BURKE, Eltham. J. MARSH, Stratford. C. T. ARNOLD, Hawera. — [274, 1226, 491, 1354]
plumtree-name: F. PLUMTREE, — [374, 430, 631, 471]
bowler-illustration-icon — [444, 300, 560, 424]
egmont-stables: J. JENSEN, Veterinary Surgeon. D. BROOKS, Horsebreaker. EGMONT STABLES, (Opposite Post Office), HAWERA. Have RE-OPENED their Stables. Stands for Horses and Motor Cars. Buggies for Hire. — [274, 1508, 491, 1571]
consign-text: It is to experience you will be "Satisfied" consigning through THE WELLINGTON MEAT EXPORT CO., LTD., Ngahauranga. Their methods and facilities enable them to handle the largest shipments with ease. Get Their Freeze and Ship Your Fat Stock. — [1464, 1301, 1655, 1377]
taranaki-wool-next: NEXT SALE— TUESDAY, FEBRUARY 8. — [528, 1200, 708, 1211]
kerosene-heading: EXPLOSION OF KEROSENE. — [1254, 958, 1401, 970]
auto-apply: Full particulars as to prices, etc., on application to — [517, 1556, 718, 1568]
sanfran-service: SAN FRANCISCO (from Wellington)—Moana, March 2nd. — [15, 332, 263, 357]
wme-advert — [1456, 1255, 1662, 1519]
farm-1248-acres: 1248 ACRES, freehold, good grazing country, papa formation; well fenced and subdivided into convenient sheep-proof paddocks; two sets sheep yards; comfortable whare; iron woolshed; cattle yards; sheep dip. 1000 acres in best of mixed grasses, balance in bush. Price £6 per acre, terms about £2000 cash, balance can remain on reasonable terms. Stock can be taken at valuation. — [274, 580, 730, 631]
troops-sub: AT ALL MILITARY CAMPS. FOR SALE. — [39, 1247, 239, 1260]
homeward-text: Wellington, Feb. 3. The shipping companies engaged in the trade between New Zealand and England have increased the rates on all homeward-bound cargo as from the 2nd of February next. Wool freight has been raised one-eighth of a penny per pound, and other classes increased about 15 per cent. The new rates include a war surcharge. The rates for wool are now: Dumped greasy, 1½d per lb.; slipe, 1½d; washed, 1¾d; with the usual ¼d extra for undumped wool. Despite the increases in New Zealand rates they are still lower than the Australian. Passenger rates remain unchanged. It is notable that, despite the war, passenger bookings from New Zealand are exceptionally good. — [1217, 654, 1437, 833]
fatten-heading: To Fatten the Flock, Feed the Land — [1467, 1413, 1652, 1447]
sore-throats-advert — [506, 815, 730, 976]
moreys-sale-heading: Morey's Hot-weather Sale! — [1504, 445, 1858, 480]
pigs-heading: PIGS! PIGS! PIGS! — [313, 951, 452, 969]
price-heading: Price Paring Beyond Compare! — [1484, 393, 1878, 425]
commercial-heading: COMMERCIAL. — [1034, 62, 1149, 78]
hides-column — [498, 811, 730, 1623]
silk-list: SILK SHIRTS, SILK COLLARS, SILK HOSIERY. — [284, 333, 412, 391]
